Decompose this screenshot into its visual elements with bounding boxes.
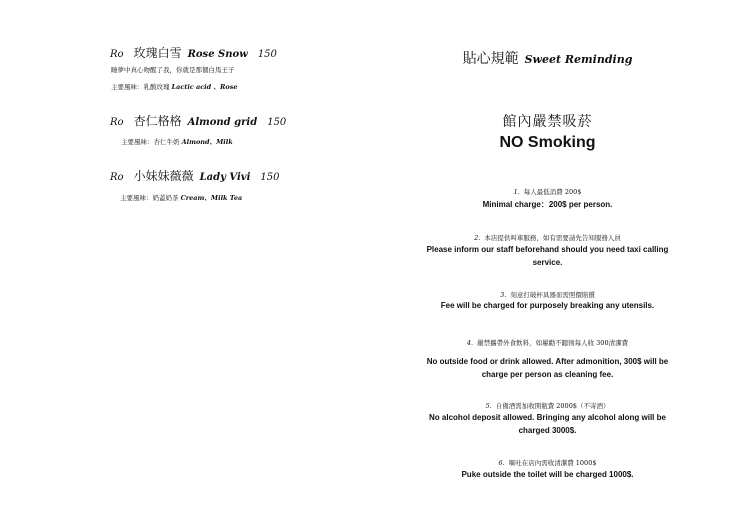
rule-en: Minimal charge：200$ per person. [482,200,613,209]
bullet-icon: Ro [110,117,124,128]
rule-cn: 5. 自備酒需加收開瓶費 2000$（不寄酒） [485,402,610,410]
menu-item-title [110,44,277,61]
item-price: 150 [267,117,287,128]
rule-en: Fee will be charged for purposely breaking any utensils. [440,301,655,310]
item-flavor [111,82,238,91]
rule-cn: 2. 本店提供叫車服務，如有需要請先告知服務人員 [474,234,621,242]
item-flavor [121,137,233,146]
item-name-en: Rose Snow [187,49,248,60]
flavor-en: Almond、Milk [181,138,233,146]
flavor-en: Cream、Milk Tea [180,194,243,202]
rule-cn: 3. 刻意打破杯具器皿需照價賠償 [500,291,595,299]
flavor-cn: 主要風味：杏仁牛奶 [121,138,180,146]
flavor-cn: 主要風味：奶蓋奶茶 [120,194,179,202]
no-smoking-cn: 館內嚴禁吸菸 [502,114,593,130]
item-name-en: Almond grid [187,117,258,128]
title-cn: 貼心規範 [462,51,519,67]
no-smoking-en: NO Smoking [499,134,596,151]
rule-cn: 4. 嚴禁攜帶外食飲料，如屢勸不聽則每人收 300清潔費 [466,339,629,347]
rule-cn: 6. 嘔吐在店內需收清潔費 1000$ [498,459,597,467]
menu-item-title [110,167,279,184]
item-name-cn: 杏仁格格 [133,114,182,128]
item-name-cn: 玫瑰白雪 [133,46,182,60]
bullet-icon: Ro [110,172,124,183]
item-name-cn: 小妹妹薇薇 [133,169,194,183]
item-name-en: Lady Vivi [199,172,251,183]
title-en: Sweet Reminding [524,53,633,66]
item-price: 150 [257,49,277,60]
menu-item-title [110,112,286,129]
item-flavor [120,193,242,202]
rule-en: Please inform our staff beforehand should you need taxi calling service. [426,245,669,267]
flavor-en: Lactic acid 、Rose [171,83,238,91]
rule-en: No alcohol deposit allowed. Bringing any alcohol along will be charged 3000$. [429,413,666,435]
page-title [365,48,730,68]
item-description: 睡夢中真心吻醒了我，你就是那個白馬王子 [111,66,235,74]
rule-cn: 1. 每人最低消費 200$ [513,188,582,196]
flavor-cn: 主要風味：乳酸玫瑰 [111,83,170,91]
bullet-icon: Ro [110,49,124,60]
rule-en: Puke outside the toilet will be charged 1000$. [461,470,634,479]
item-price: 150 [260,172,280,183]
rule-en: No outside food or drink allowed. After admonition, 300$ will be charge per person as cleaning fee. [426,357,669,379]
reminding-page [365,0,730,511]
